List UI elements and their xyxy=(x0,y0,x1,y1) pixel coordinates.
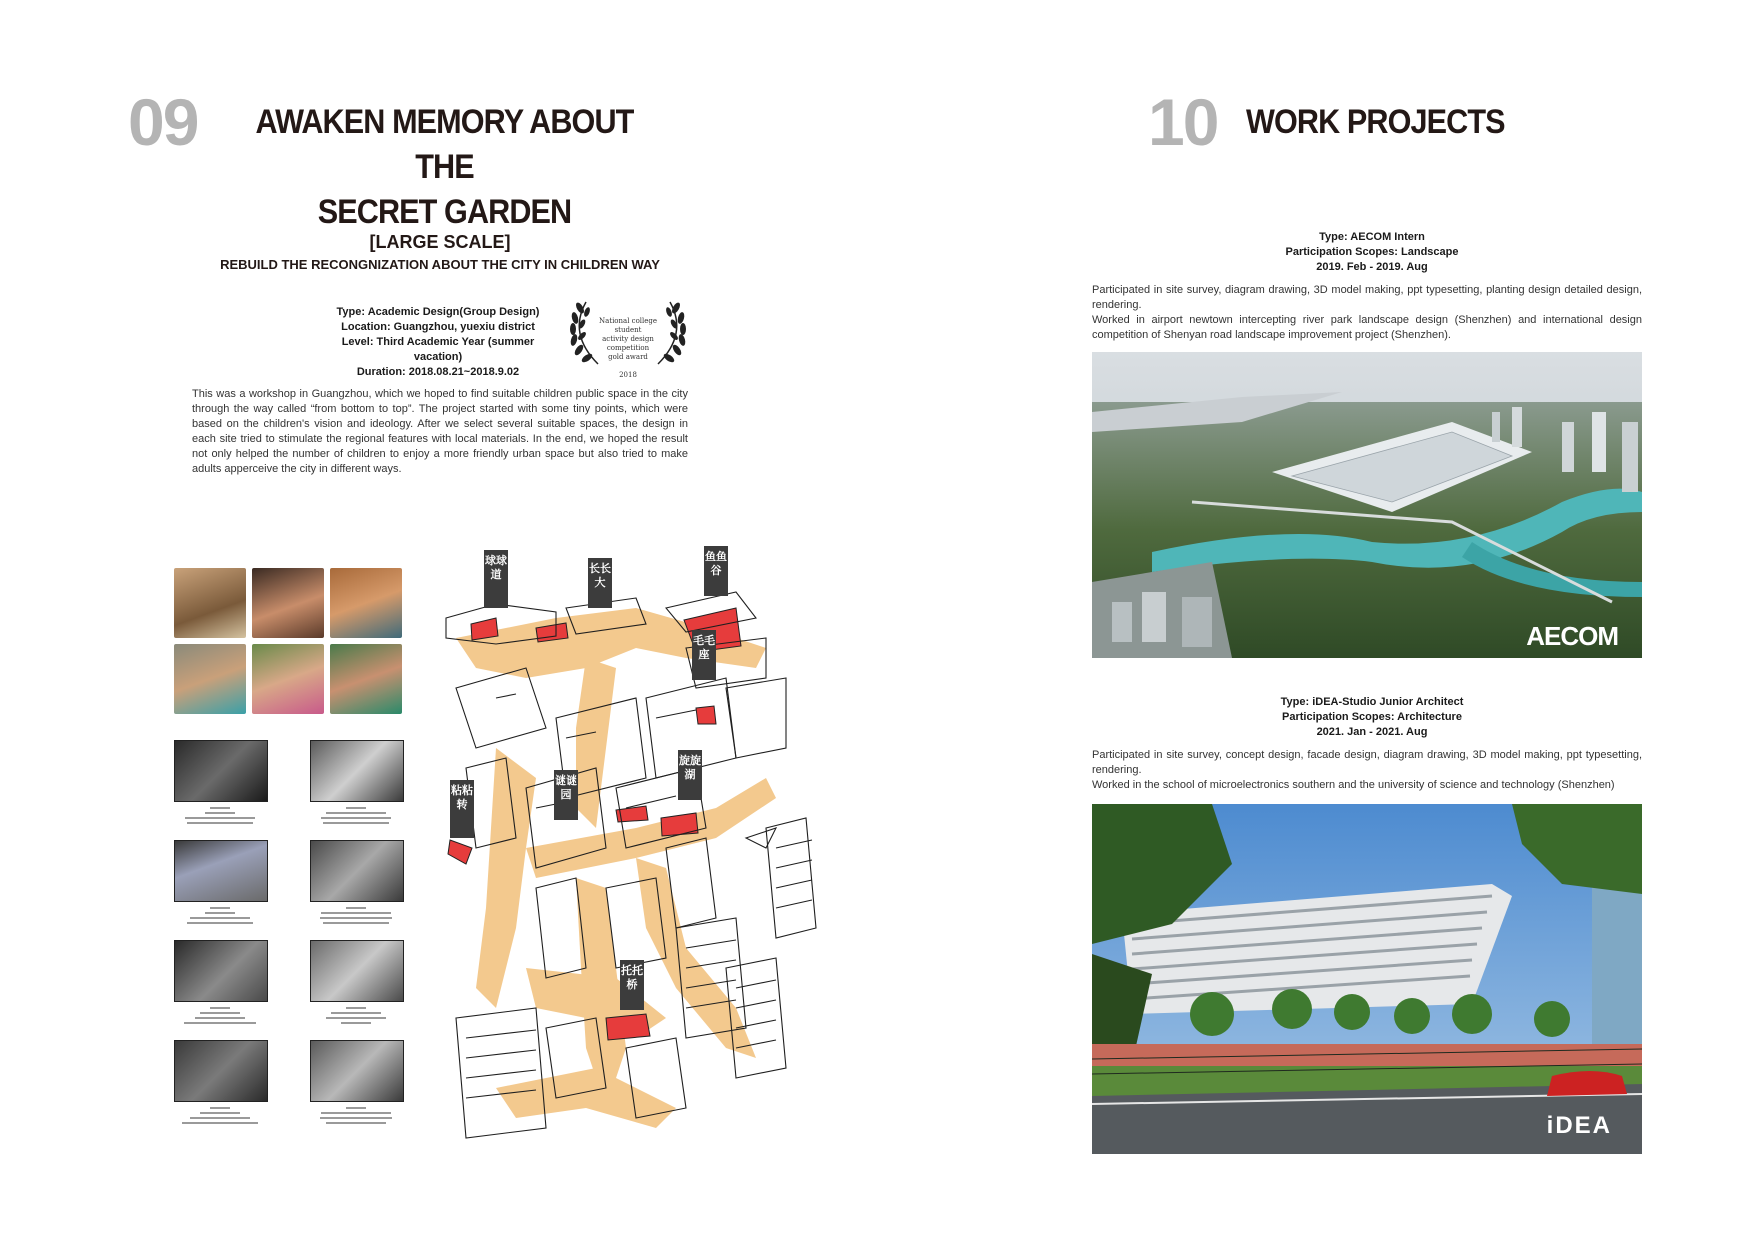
work-projects-title: WORK PROJECTS xyxy=(1246,103,1505,141)
award-text xyxy=(586,317,670,380)
title-line-2: SECRET GARDEN xyxy=(317,193,572,231)
map-sign: 谜谜园 xyxy=(554,770,578,820)
aecom-scope: Participation Scopes: Landscape xyxy=(1285,246,1459,258)
meta-type: Type: Academic Design(Group Design) xyxy=(336,306,540,318)
award-line-3: gold award xyxy=(608,353,648,361)
idea-meta xyxy=(1222,695,1522,740)
aecom-description xyxy=(1092,283,1642,343)
map-sign: 球球道 xyxy=(484,550,508,608)
aecom-desc-1: Participated in site survey, diagram drawing, 3D model making, ppt typesetting, planting design detailed design, rendering. xyxy=(1092,284,1642,311)
map-sign: 毛毛座 xyxy=(692,630,716,680)
project-subtitle: REBUILD THE RECONGNIZATION ABOUT THE CITY IN CHILDREN WAY xyxy=(220,257,660,272)
site-caption xyxy=(310,804,402,827)
child-photo xyxy=(252,644,324,714)
title-line-1: AWAKEN MEMORY ABOUT THE xyxy=(255,103,634,186)
award-badge xyxy=(566,294,690,379)
aecom-aerial-image xyxy=(1092,352,1642,658)
project-description: This was a workshop in Guangzhou, which we hoped to find suitable children public space in the city through the way called “from bottom to top”. The project started with some tiny points, which were based on the children's vision and ideology. After we select several suitable spaces, the design in each site tried to stimulate the regional features with local materials. In the end, we hoped the result not only helped the number of children to enjoy a more friendly urban space but also tried to make adults apperceive the city in different ways. xyxy=(192,388,688,475)
map-sign: 托托桥 xyxy=(620,960,644,1010)
award-year: 2018 xyxy=(619,371,637,379)
child-photo xyxy=(330,644,402,714)
site-photo xyxy=(174,940,268,1002)
aecom-type: Type: AECOM Intern xyxy=(1319,231,1425,243)
city-sketch-drawing xyxy=(436,548,828,1168)
site-photo xyxy=(174,1040,268,1102)
idea-desc-2: Worked in the school of microelectronics southern and the university of science and technology (Shenzhen) xyxy=(1092,779,1615,791)
site-caption xyxy=(310,904,402,927)
scale-label: [LARGE SCALE] xyxy=(369,232,511,252)
aecom-logo: AECOM xyxy=(1526,621,1618,651)
section-number-10: 10 xyxy=(1148,85,1218,159)
site-caption xyxy=(174,804,266,827)
idea-type: Type: iDEA-Studio Junior Architect xyxy=(1280,696,1464,708)
child-photo xyxy=(174,568,246,638)
site-caption xyxy=(174,1104,266,1127)
site-photo xyxy=(310,840,404,902)
meta-duration: Duration: 2018.08.21~2018.9.02 xyxy=(356,366,520,378)
children-photo-grid xyxy=(174,568,404,716)
site-photo xyxy=(310,940,404,1002)
child-photo xyxy=(174,644,246,714)
award-line-2: activity design competition xyxy=(602,335,654,352)
map-sign: 鱼鱼谷 xyxy=(704,546,728,596)
idea-logo: iDEA xyxy=(1546,1112,1612,1139)
site-photo xyxy=(174,740,268,802)
meta-location: Location: Guangzhou, yuexiu district xyxy=(341,321,535,333)
section-title xyxy=(224,100,665,235)
project-meta xyxy=(318,305,558,380)
aecom-meta xyxy=(1222,230,1522,275)
idea-architecture-image xyxy=(1092,804,1642,1154)
aecom-rendering xyxy=(1092,352,1642,658)
map-sign: 旋旋湖 xyxy=(678,750,702,800)
site-photo xyxy=(174,840,268,902)
site-caption xyxy=(174,1004,266,1027)
site-photo-grid xyxy=(172,740,408,1140)
map-sign: 长长大 xyxy=(588,558,612,608)
meta-level: Level: Third Academic Year (summer vacation) xyxy=(341,336,535,363)
child-photo xyxy=(330,568,402,638)
site-photo xyxy=(310,740,404,802)
idea-desc-1: Participated in site survey, concept design, facade design, diagram drawing, 3D model making, ppt typesetting, rendering. xyxy=(1092,749,1642,776)
site-caption xyxy=(310,1104,402,1127)
idea-period: 2021. Jan - 2021. Aug xyxy=(1316,726,1428,738)
idea-description xyxy=(1092,748,1642,793)
map-sign: 粘粘转 xyxy=(450,780,474,838)
idea-scope: Participation Scopes: Architecture xyxy=(1282,711,1462,723)
aecom-period: 2019. Feb - 2019. Aug xyxy=(1316,261,1428,273)
axonometric-map xyxy=(436,548,828,1168)
child-photo xyxy=(252,568,324,638)
award-line-1: National college student xyxy=(598,317,658,334)
section-number-09: 09 xyxy=(128,85,198,159)
aecom-desc-2: Worked in airport newtown intercepting river park landscape design (Shenzhen) and international design competition of Shenyan road landscape improvement project (Shenzhen). xyxy=(1092,314,1642,341)
site-caption xyxy=(174,904,266,927)
site-photo xyxy=(310,1040,404,1102)
site-caption xyxy=(310,1004,402,1027)
idea-rendering xyxy=(1092,804,1642,1154)
